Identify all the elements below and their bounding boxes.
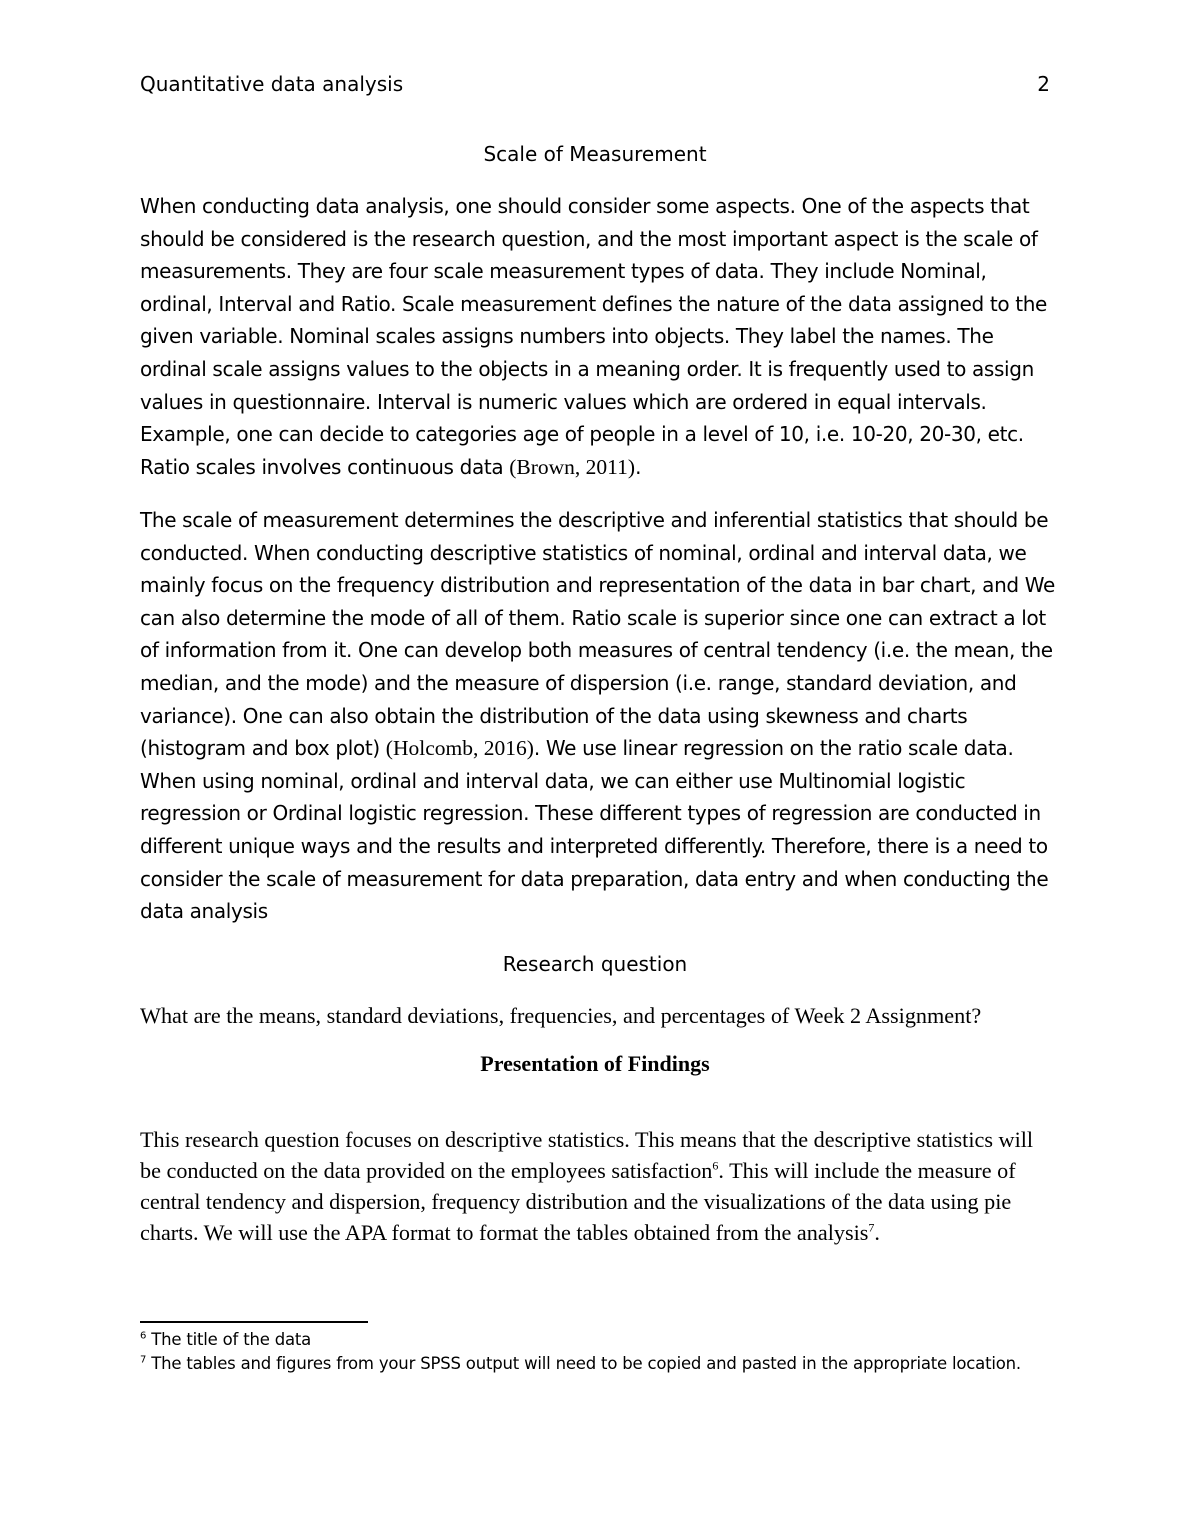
research-question-text: What are the means, standard deviations, frequencies, and percentages of Week 2 Assignment? (140, 1003, 982, 1028)
paragraph-scale-intro (140, 190, 1055, 483)
section-heading-research-question: Research question (502, 952, 688, 976)
paragraph-text: . This will include the measure of central tendency and dispersion, frequency distribution and the visualizations of the data using pie charts. We will use the APA format to format the tables obtained from the analysis (140, 1158, 1016, 1245)
paragraph-end: . (874, 1220, 880, 1245)
footnote-text: The title of the data (146, 1330, 312, 1349)
citation-holcomb: (Holcomb, 2016) (385, 736, 534, 761)
footnote-text: The tables and figures from your SPSS output will need to be copied and pasted in the appropriate location. (146, 1354, 1021, 1373)
citation-brown: (Brown, 2011) (509, 454, 636, 479)
paragraph-text: . We use linear regression on the ratio scale data. When using nominal, ordinal and interval data, we can either use Multinomial logistic regression or Ordinal logistic regression. These different types of regression are conducted in different unique ways and the results and interpreted differently. Therefore, there is a need to consider the scale of measurement for data preparation, data entry and when conducting the data analysis (140, 736, 1049, 924)
page-number: 2 (1037, 72, 1050, 96)
running-head: Quantitative data analysis (140, 72, 404, 96)
paragraph-text: This research question focuses on descriptive statistics. This means that the descriptive statistics will be conducted on the data provided on the employees satisfaction (140, 1127, 1034, 1183)
footnote-number: 7 (140, 1354, 147, 1366)
paragraph-text: The scale of measurement determines the descriptive and inferential statistics that should be conducted. When conducting descriptive statistics of nominal, ordinal and interval data, we mainly focus on the frequency distribution and representation of the data in bar chart, and We can also determine the mode of all of them. Ratio scale is superior since one can extract a lot of information from it. One can develop both measures of central tendency (i.e. the mean, the median, and the mode) and the measure of dispersion (i.e. range, standard deviation, and variance). One can also obtain the distribution of the data using skewness and charts (histogram and box plot) (140, 508, 1055, 761)
footnote-ref-7[interactable]: 7 (868, 1220, 875, 1235)
footnote-6 (140, 1330, 311, 1349)
paragraph-scale-statistics (140, 504, 1055, 928)
section-heading-findings: Presentation of Findings (480, 1051, 710, 1076)
footnote-number: 6 (140, 1330, 147, 1342)
paragraph-text: When conducting data analysis, one should consider some aspects. One of the aspects that should be considered is the research question, and the most important aspect is the scale of measurements. They are four scale measurement types of data. They include Nominal, ordinal, Interval and Ratio. Scale measurement defines the nature of the data assigned to the given variable. Nominal scales assigns numbers into objects. They label the names. The ordinal scale assigns values to the objects in a meaning order. It is frequently used to assign values in questionnaire. Interval is numeric values which are ordered in equal intervals. Example, one can decide to categories age of people in a level of 10, i.e. 10-20, 20-30, etc. Ratio scales involves continuous data (140, 194, 1048, 479)
footnote-ref-6[interactable]: 6 (712, 1158, 719, 1173)
footnote-separator (140, 1321, 368, 1323)
paragraph-findings (140, 1124, 1055, 1248)
footnote-7 (140, 1354, 1021, 1373)
paragraph-end: . (635, 454, 642, 479)
section-heading-scale: Scale of Measurement (483, 142, 707, 166)
